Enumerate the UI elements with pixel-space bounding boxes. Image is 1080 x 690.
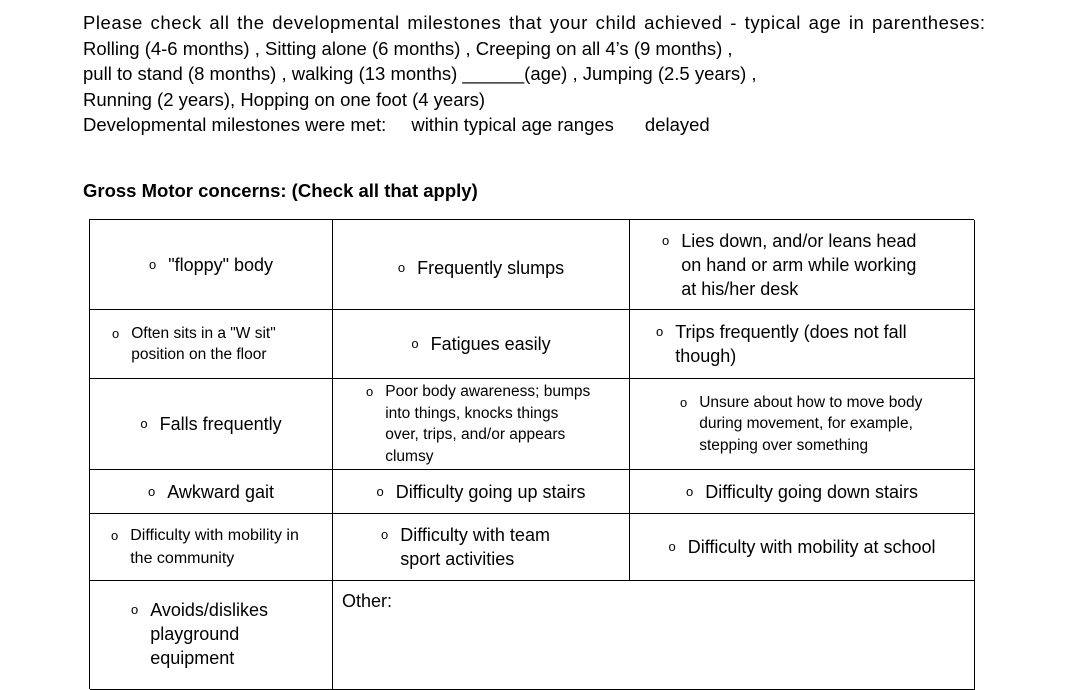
table-cell [90,470,333,514]
checkbox-bullet-icon[interactable]: o [662,232,670,248]
checkbox-bullet-icon[interactable]: o [656,324,664,339]
table-cell [333,470,630,514]
checkbox-bullet-icon[interactable]: o [112,325,120,341]
table-cell [90,514,333,581]
other-field[interactable] [333,581,975,690]
concern-frequently-slumps[interactable]: o Frequently slumps [397,257,565,278]
table-cell [333,514,630,581]
checkbox-bullet-icon[interactable]: o [411,336,419,351]
concern-fatigues-easily[interactable]: o Fatigues easily [411,334,551,354]
table-cell [333,379,630,470]
concern-floppy-body[interactable]: o "floppy" body [148,254,274,275]
concern-falls-frequently[interactable]: o Falls frequently [140,414,282,434]
milestones-line-3: pull to stand (8 months) , walking (13 months) ______(age) , Jumping (2.5 years) , [83,63,757,84]
concern-mobility-community[interactable]: o Difficulty with mobility in the community [111,524,311,570]
checkbox-bullet-icon[interactable]: o [148,256,157,272]
table-cell [630,310,975,379]
checkbox-bullet-icon[interactable]: o [140,416,148,431]
table-cell [90,220,333,310]
checkbox-bullet-icon[interactable]: o [366,384,374,399]
checkbox-bullet-icon[interactable]: o [381,527,389,542]
checkbox-bullet-icon[interactable]: o [680,394,688,410]
milestones-met-label: Developmental milestones were met: [83,114,387,135]
gross-motor-table [89,219,974,689]
concern-down-stairs[interactable]: o Difficulty going down stairs [686,481,918,502]
concern-unsure-movement[interactable]: o Unsure about how to move body during movement, for example, stepping over something [680,393,923,454]
checkbox-bullet-icon[interactable]: o [148,483,156,499]
checkbox-bullet-icon[interactable]: o [376,483,384,499]
concern-up-stairs[interactable]: o Difficulty going up stairs [376,481,586,502]
milestones-line-4: Running (2 years), Hopping on one foot (4 years) [83,88,486,110]
table-cell [90,310,333,379]
table-cell [630,220,975,310]
milestones-line-2: Rolling (4-6 months) , Sitting alone (6 months) , Creeping on all 4’s (9 months) , [83,37,733,59]
gross-motor-title: Gross Motor concerns: (Check all that apply) [83,180,478,201]
table-cell [630,514,975,581]
concern-playground[interactable]: o Avoids/dislikes playground equipment [131,600,268,668]
concern-team-sports[interactable]: o Difficulty with team sport activities [381,525,550,569]
concern-mobility-school[interactable]: o Difficulty with mobility at school [668,537,936,557]
other-label: Other: [342,591,393,611]
option-within-typical[interactable]: within typical age ranges [411,114,614,135]
milestones-met-row [83,112,986,138]
checkbox-bullet-icon[interactable]: o [131,602,139,617]
milestones-instruction: Please check all the developmental milestones that your child achieved - typical age in parentheses: [83,12,986,33]
table-cell [630,379,975,470]
concern-trips-frequently[interactable]: o Trips frequently (does not fall though) [656,322,907,366]
concern-awkward-gait[interactable]: o Awkward gait [148,481,274,502]
checkbox-bullet-icon[interactable]: o [397,259,406,275]
table-cell [90,379,333,470]
concern-lies-down[interactable]: o Lies down, and/or leans head on hand or arm while working at his/her desk [662,230,917,299]
table-cell [333,220,630,310]
table-cell [90,581,333,690]
milestones-intro [83,10,986,138]
concern-w-sit[interactable]: o Often sits in a "W sit" position on the floor [112,324,276,363]
checkbox-bullet-icon[interactable]: o [668,539,676,554]
concern-poor-body-awareness[interactable]: o Poor body awareness; bumps into things, knocks things over, trips, and/or appears clumsy [366,383,591,465]
table-cell [333,310,630,379]
table-cell [630,470,975,514]
checkbox-bullet-icon[interactable]: o [686,483,694,499]
option-delayed[interactable]: delayed [644,114,710,135]
checkbox-bullet-icon[interactable]: o [111,528,119,543]
